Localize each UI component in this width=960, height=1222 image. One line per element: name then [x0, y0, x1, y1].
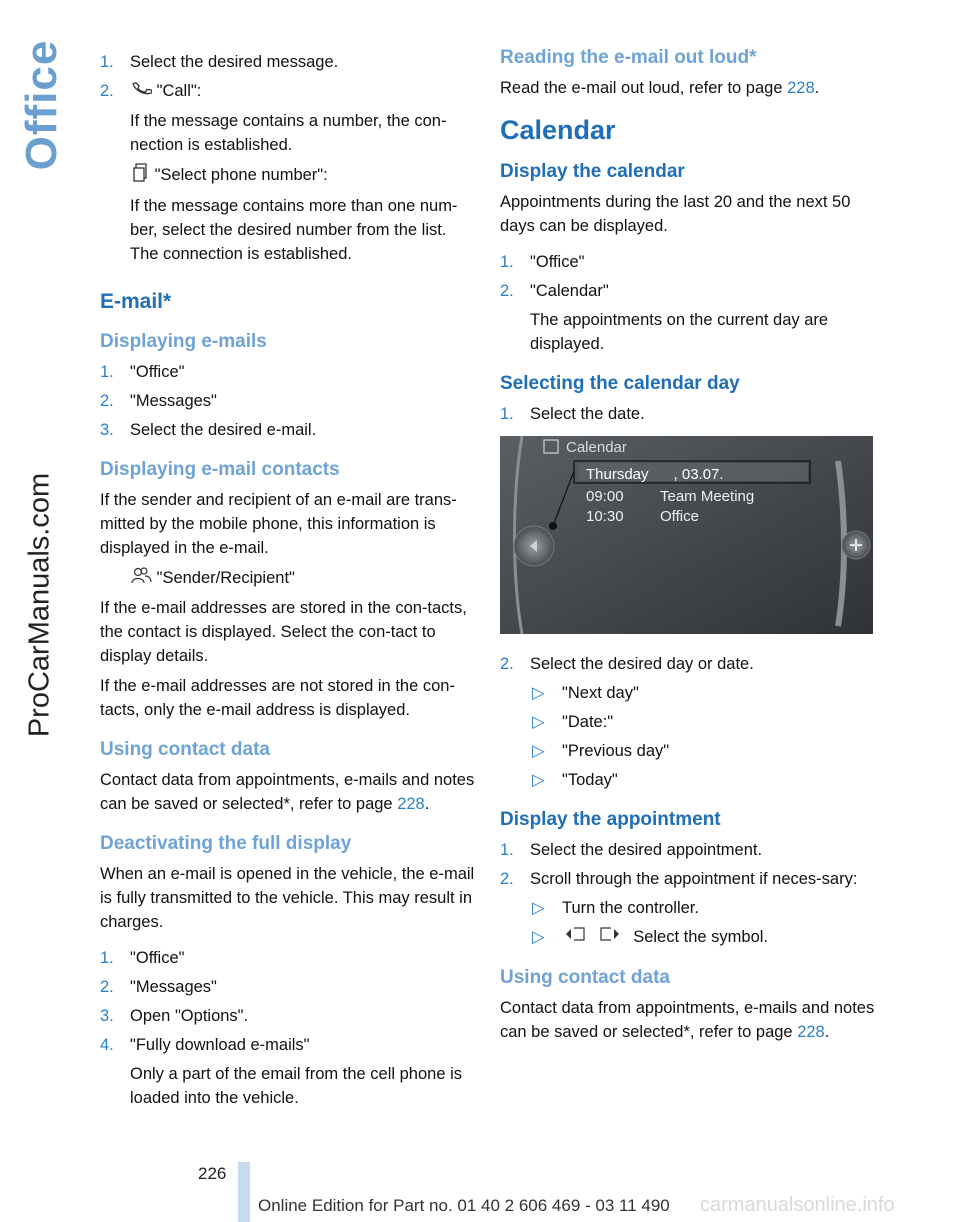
bullet-item: [500, 681, 875, 705]
step-number: 1.: [100, 363, 114, 382]
step-text: Select the desired appointment.: [530, 841, 763, 859]
step-item: [100, 418, 475, 442]
page-link[interactable]: 228: [797, 1023, 825, 1042]
step-text: Select the desired e-mail.: [130, 421, 317, 440]
footer-accent-bar: [238, 1162, 250, 1222]
right-column: [500, 47, 875, 1044]
step-text: "Calendar": [530, 282, 609, 300]
step-text: "Call":: [156, 82, 202, 100]
select-phone-description: If the message contains more than one num-ber, select the desired number from the list. The connection is established.: [130, 197, 458, 264]
bullet-item: [500, 710, 875, 734]
step-text: Select the date.: [530, 405, 645, 423]
step-number: 3.: [100, 421, 114, 440]
step-text: Select the desired message.: [130, 53, 339, 71]
screen-date-row: Thursday , 03.07.: [586, 466, 724, 483]
step-item: [500, 279, 875, 303]
step-text: Scroll through the appointment if neces-sary:: [530, 870, 858, 888]
deactivate-heading: Deactivating the full display: [100, 833, 352, 855]
step-item: [500, 838, 875, 862]
readout-text: Read the e-mail out loud, refer to page: [500, 79, 783, 97]
watermark: carmanualsonline.info: [700, 1194, 895, 1216]
contacts-paragraph: If the sender and recipient of an e-mail are trans-mitted by the mobile phone, this information is displayed in the e-mail.: [100, 491, 457, 558]
appointment-time: 09:00: [586, 488, 624, 505]
using-contact-text: Contact data from appointments, e-mails and notes can be saved or selected*, refer to page: [500, 999, 875, 1042]
step-number: 4.: [100, 1036, 114, 1055]
using-contact-paragraph: Contact data from appointments, e-mails and notes can be saved or selected*, refer to page 228.: [100, 771, 475, 814]
step-number: 2.: [100, 978, 114, 997]
scroll-forward-icon: [597, 925, 623, 950]
screen-appointment-name: Office: [660, 508, 699, 525]
screen-title: Calendar: [566, 439, 627, 456]
email-contacts-heading: Displaying e-mail contacts: [100, 459, 340, 481]
sender-recipient-label: "Sender/Recipient": [156, 569, 295, 588]
step-text: "Office": [530, 253, 585, 271]
step-text: Open "Options".: [130, 1007, 249, 1026]
step-text: Select the desired day or date.: [530, 655, 754, 673]
email-heading: E-mail*: [100, 290, 172, 314]
triangle-bullet-icon: ▷: [532, 928, 545, 946]
step-item: [100, 79, 475, 104]
scroll-back-icon: [562, 925, 588, 950]
bullet-item: [500, 739, 875, 763]
step-number: 1.: [100, 53, 114, 71]
edition-text: Online Edition for Part no. 01 40 2 606 469 - 03 11 490: [258, 1196, 670, 1215]
calendar-heading: Calendar: [500, 115, 616, 145]
phone-icon: [130, 79, 152, 104]
using-contact-text: Contact data from appointments, e-mails and notes can be saved or selected*, refer to page: [100, 771, 475, 814]
bullet-text: "Next day": [562, 684, 639, 702]
readout-paragraph: Read the e-mail out loud, refer to page 228.: [500, 79, 820, 97]
phone-list-icon: [130, 162, 150, 189]
left-column: [100, 50, 475, 1115]
triangle-bullet-icon: ▷: [532, 684, 545, 702]
display-calendar-heading: Display the calendar: [500, 161, 685, 182]
step-number: 1.: [100, 949, 114, 968]
page-link[interactable]: 228: [397, 795, 425, 814]
displaying-emails-heading: Displaying e-mails: [100, 331, 267, 353]
step-item: [100, 1004, 475, 1028]
call-description: If the message contains a number, the con-nection is established.: [130, 112, 447, 155]
using-contact-data-heading: Using contact data: [100, 739, 270, 761]
select-day-heading: Selecting the calendar day: [500, 373, 740, 394]
bullet-text: "Today": [562, 771, 618, 789]
display-calendar-paragraph: Appointments during the last 20 and the next 50 days can be displayed.: [500, 193, 851, 235]
step-number: 2.: [500, 282, 514, 300]
screen-appointment-name: Team Meeting: [660, 488, 755, 505]
step-item: [100, 946, 475, 970]
step-item: [100, 360, 475, 384]
step-item: [500, 652, 875, 676]
brand-text: ProCarManuals.com: [23, 472, 56, 738]
brand-vertical: [20, 440, 60, 770]
step-text: "Messages": [130, 392, 217, 411]
step-number: 2.: [500, 655, 514, 673]
step-number: 2.: [100, 392, 114, 411]
step-number: 1.: [500, 253, 514, 271]
triangle-bullet-icon: ▷: [532, 742, 545, 760]
step-item: [500, 402, 875, 426]
step-item: [500, 867, 875, 891]
step-item: [100, 389, 475, 413]
contacts-paragraph: If the e-mail addresses are stored in the con-tacts, the contact is displayed. Select the con-tact to display details.: [100, 599, 467, 666]
page-number: 226: [198, 1164, 227, 1183]
step-number: 1.: [500, 405, 514, 423]
step-number: 2.: [500, 870, 514, 888]
section-title-text: Office: [17, 39, 66, 171]
triangle-bullet-icon: ▷: [532, 899, 545, 917]
step-item: [500, 250, 875, 274]
page-link[interactable]: 228: [787, 79, 815, 97]
section-title-vertical: [17, 39, 66, 171]
step-item: [100, 1033, 475, 1057]
step-item: [100, 50, 475, 74]
idrive-calendar-screenshot: [500, 436, 873, 634]
step-text: "Fully download e-mails": [130, 1036, 310, 1055]
step-text: "Office": [130, 949, 185, 968]
bullet-text: Turn the controller.: [562, 899, 699, 917]
deactivate-paragraph: When an e-mail is opened in the vehicle, the e-mail is fully transmitted to the vehicle. This may result in charges.: [100, 865, 475, 932]
readout-heading: Reading the e-mail out loud*: [500, 47, 757, 68]
sender-recipient-row: [130, 566, 475, 591]
step-text: "Office": [130, 363, 185, 382]
bullet-text: Select the symbol.: [633, 928, 768, 946]
step-item: [100, 975, 475, 999]
bullet-text: "Date:": [562, 713, 614, 731]
contacts-paragraph: If the e-mail addresses are not stored in the con-tacts, only the e-mail address is displayed.: [100, 677, 455, 720]
screen-appointment-row: [586, 505, 624, 529]
deactivate-note: Only a part of the email from the cell phone is loaded into the vehicle.: [130, 1065, 462, 1108]
bullet-item: [500, 768, 875, 792]
select-phone-row: [130, 162, 475, 189]
bullet-text: "Previous day": [562, 742, 670, 760]
triangle-bullet-icon: ▷: [532, 713, 545, 731]
triangle-bullet-icon: ▷: [532, 771, 545, 789]
select-phone-label: "Select phone number":: [154, 166, 328, 184]
bullet-item: [500, 896, 875, 920]
display-appointment-heading: Display the appointment: [500, 809, 721, 830]
step-number: 2.: [100, 82, 114, 100]
step-number: 1.: [500, 841, 514, 859]
step-number: 3.: [100, 1007, 114, 1026]
using-contact-data-heading: Using contact data: [500, 967, 670, 989]
display-calendar-note: The appointments on the current day are displayed.: [530, 311, 829, 353]
using-contact-paragraph: Contact data from appointments, e-mails and notes can be saved or selected*, refer to page 228.: [500, 999, 875, 1042]
contacts-icon: [130, 566, 152, 591]
step-text: "Messages": [130, 978, 217, 997]
bullet-item: [500, 925, 875, 950]
appointment-time: 10:30: [586, 508, 624, 525]
